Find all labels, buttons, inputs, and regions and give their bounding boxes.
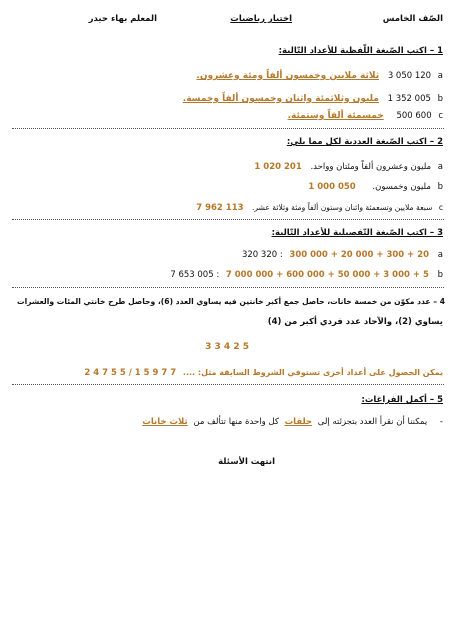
q4-more-label: يمكن الحصول على أعداد أخرى تستوفي الشروط السابقة مثل: .... <box>182 368 443 377</box>
q4-line-1: 4 – عدد مكوّن من خمسة خانات، حاصل جمع أكبر خانتين فيه يساوي العدد (6)، وحاصل طرح خانتي المئات والعشرات <box>16 297 445 306</box>
q1-item-c <box>288 111 443 122</box>
q1-number-a: 3 050 120 <box>387 71 432 81</box>
q2-item-c <box>196 202 443 214</box>
divider-4 <box>12 384 444 385</box>
q4-line-2: يساوي (2)، والآحاد عدد فردي أكبر من (4) <box>267 317 443 327</box>
q1-answer-a: ثلاثة ملايين وخمسون ألفاً ومئة وعشرون. <box>196 71 380 81</box>
q1-marker-b: b <box>437 94 443 104</box>
q1-number-c: 500 600 <box>396 111 432 121</box>
q3-answer-a: 300 000 + 20 000 + 300 + 20 <box>289 250 430 260</box>
q1-marker-c: c <box>438 111 443 121</box>
q4-more <box>84 367 443 379</box>
q5-part-1: يمكننا أن نقرأ العدد بتجزئته إلى <box>317 417 428 427</box>
q2-item-b <box>308 182 443 193</box>
q3-answer-b: 7 000 000 + 600 000 + 50 000 + 3 000 + 5 <box>225 270 429 280</box>
q5-blank-1: حلقات <box>284 417 313 427</box>
q3-item-b <box>170 270 443 281</box>
q1-title: 1 – اكتب الصّيغة اللّفظية للأعداد التّالية: <box>278 46 443 56</box>
divider-2 <box>12 219 444 220</box>
q1-item-a <box>196 71 443 82</box>
q1-number-b: 1 352 005 <box>387 94 431 104</box>
q2-marker-b: b <box>437 182 443 192</box>
q1-marker-a: a <box>437 71 443 81</box>
q1-answer-b: مليون وثلاثمئة واثنان وخمسون ألفاً وخمسة. <box>182 94 379 104</box>
q3-item-a <box>242 250 443 261</box>
q2-item-a <box>254 162 443 173</box>
q2-text-b: مليون وخمسون. <box>372 182 431 192</box>
q4-answer: 3 3 4 2 5 <box>205 342 249 352</box>
q4-more-values: 2 4 7 5 5 / 1 5 9 7 7 <box>84 368 177 378</box>
q5-bullet: - <box>439 417 443 427</box>
q5-blank-2: ثلاث خانات <box>142 417 188 427</box>
q5-part-2: كل واحدة منها تتألف من <box>193 417 279 427</box>
q3-title: 3 – اكتب الصّيغة التّفصيلية للأعداد التّالية: <box>271 228 443 238</box>
q2-text-c: سبعة ملايين وتسعمئة واثنان وستون ألفاً ومئة وثلاثة عشر. <box>251 203 433 212</box>
q1-item-b <box>183 94 443 105</box>
header-grade: الصّف الخامس <box>382 14 443 24</box>
q2-text-a: مليون وعشرون ألفاً ومئتان وواحد. <box>310 162 432 172</box>
q5-title: 5 – أكمل الفراغات: <box>361 395 443 405</box>
header-teacher: المعلم بهاء حيدر <box>88 14 157 24</box>
header-subject: اختبار رياضيات <box>230 14 292 24</box>
q3-number-a: 320 320 : <box>241 250 283 260</box>
q3-marker-b: b <box>437 270 443 280</box>
q2-answer-c: 7 962 113 <box>196 203 244 213</box>
q2-answer-a: 1 020 201 <box>254 162 302 172</box>
q2-answer-b: 1 000 050 <box>308 182 356 192</box>
q3-number-b: 7 653 005 : <box>170 270 220 280</box>
q2-marker-a: a <box>437 162 443 172</box>
q2-title: 2 – اكتب الصّيغة العددية لكل مما يلي: <box>286 137 443 147</box>
divider-1 <box>12 128 444 129</box>
q1-answer-c: خمسمئة ألفاً وستمئة. <box>287 111 384 121</box>
q2-marker-c: c <box>438 203 443 212</box>
q5-sentence <box>142 417 443 428</box>
end-of-questions: انتهت الأسئلة <box>218 457 275 467</box>
q3-marker-a: a <box>437 250 443 260</box>
divider-3 <box>12 287 444 288</box>
